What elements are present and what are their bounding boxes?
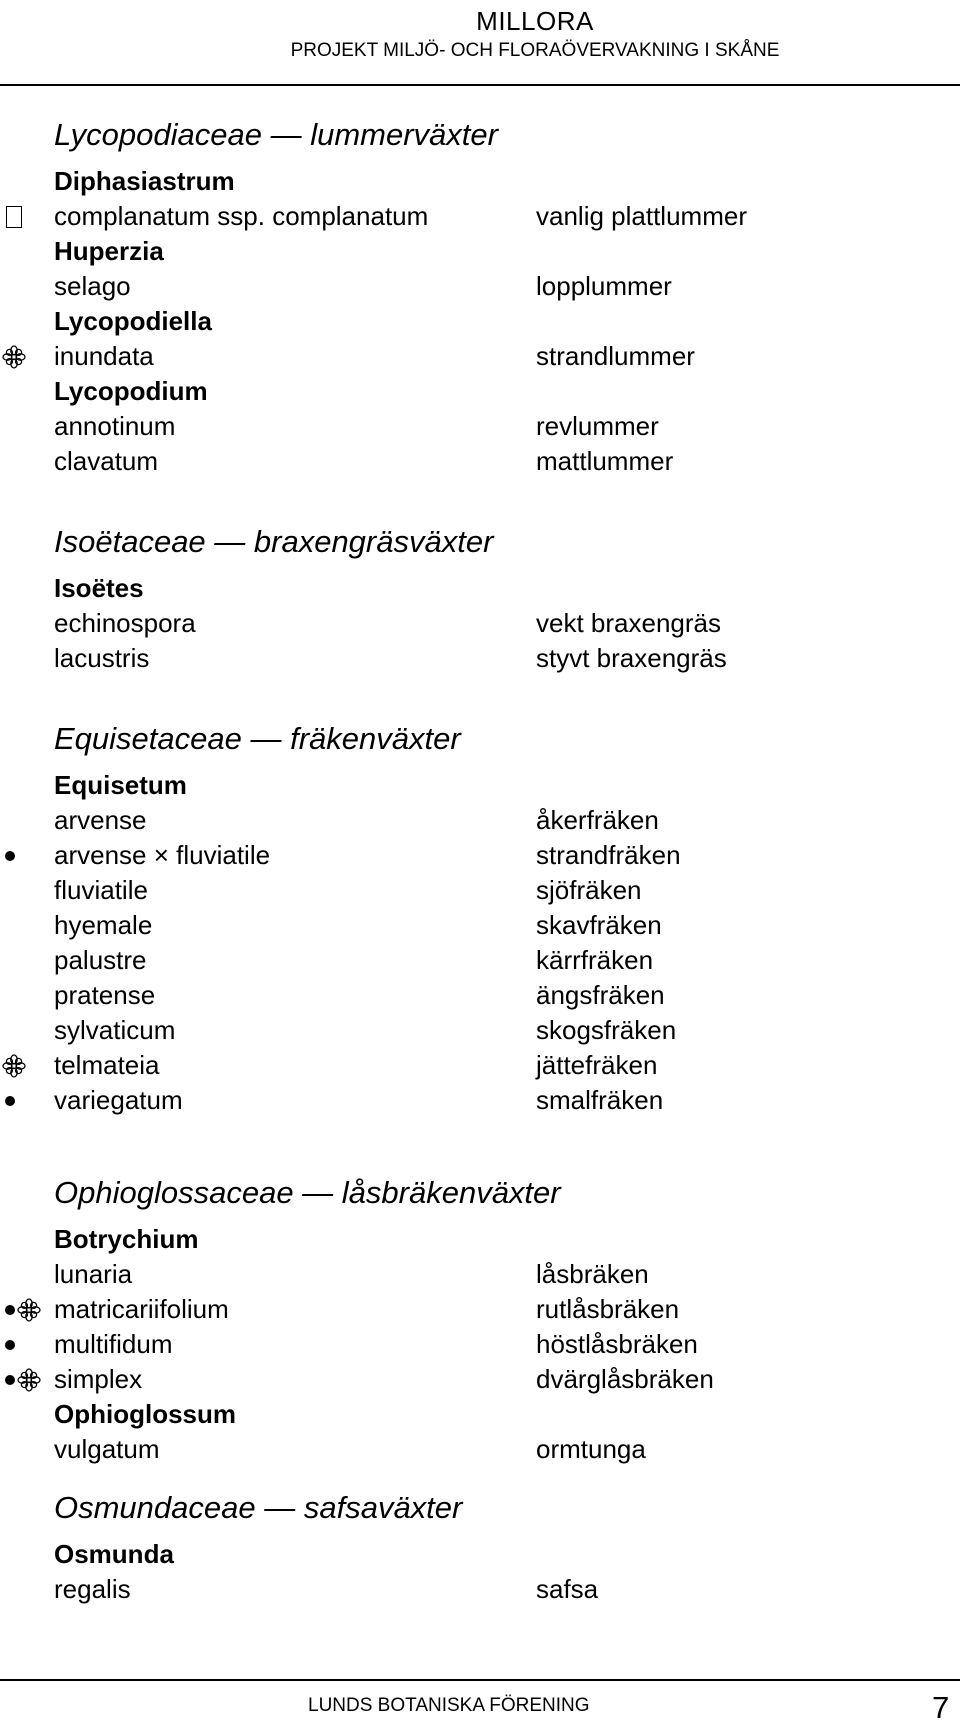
flower-icon [17, 1298, 41, 1322]
genus-heading: Osmunda [54, 1539, 174, 1569]
swedish-name: sjöfräken [536, 875, 642, 905]
swedish-name: vekt braxengräs [536, 608, 721, 638]
scientific-name: complanatum ssp. complanatum [54, 201, 429, 231]
swedish-name: smalfräken [536, 1085, 664, 1115]
species-row [0, 1083, 960, 1118]
scientific-name: matricariifolium [54, 1294, 229, 1324]
scientific-name: lunaria [54, 1259, 133, 1289]
swedish-name: strandlummer [536, 341, 695, 371]
scientific-name: pratense [54, 980, 156, 1010]
species-row [0, 908, 960, 943]
scientific-name: inundata [54, 341, 154, 371]
scientific-name: palustre [54, 945, 147, 975]
swedish-name: skogsfräken [536, 1015, 677, 1045]
species-row [0, 873, 960, 908]
swedish-name: strandfräken [536, 840, 681, 870]
swedish-name: skavfräken [536, 910, 662, 940]
swedish-name: åkerfräken [536, 805, 659, 835]
species-row [0, 1013, 960, 1048]
header-subtitle: PROJEKT MILJÖ- OCH FLORAÖVERVAKNING I SKÅNE [290, 40, 780, 61]
box-icon [6, 206, 22, 228]
header-title: MILLORA [476, 6, 594, 36]
scientific-name: variegatum [54, 1085, 183, 1115]
genus-heading: Diphasiastrum [54, 166, 235, 196]
genus-heading: Botrychium [54, 1224, 199, 1254]
genus-heading: Isoëtes [54, 573, 144, 603]
swedish-name: höstlåsbräken [536, 1329, 698, 1359]
dot-icon [5, 851, 15, 861]
footer-society: LUNDS BOTANISKA FÖRENING [308, 1695, 590, 1716]
species-row [0, 1572, 960, 1607]
swedish-name: rutlåsbräken [536, 1294, 680, 1324]
species-row [0, 978, 960, 1013]
swedish-name: kärrfräken [536, 945, 654, 975]
genus-heading: Equisetum [54, 770, 187, 800]
swedish-name: styvt braxengräs [536, 643, 727, 673]
family-heading: Ophioglossaceae — låsbräkenväxter [54, 1175, 561, 1210]
scientific-name: annotinum [54, 411, 176, 441]
species-row [0, 641, 960, 676]
scientific-name: lacustris [54, 643, 150, 673]
species-row [0, 1257, 960, 1292]
page-header [0, 0, 960, 90]
family-heading: Osmundaceae — safsaväxter [54, 1490, 463, 1525]
flower-icon [2, 1054, 26, 1078]
swedish-name: mattlummer [536, 446, 674, 476]
family-heading: Equisetaceae — fräkenväxter [54, 721, 461, 756]
species-row [0, 838, 960, 873]
scientific-name: hyemale [54, 910, 153, 940]
dot-icon [5, 1340, 15, 1350]
scientific-name: clavatum [54, 446, 159, 476]
family-heading: Lycopodiaceae — lummerväxter [54, 117, 498, 152]
genus-heading: Huperzia [54, 236, 164, 266]
species-row [0, 409, 960, 444]
species-row [0, 1432, 960, 1467]
swedish-name: jättefräken [536, 1050, 658, 1080]
scientific-name: fluviatile [54, 875, 148, 905]
scientific-name: selago [54, 271, 131, 301]
scientific-name: sylvaticum [54, 1015, 176, 1045]
page-number: 7 [932, 1690, 950, 1725]
species-list [0, 106, 960, 1607]
species-row [0, 269, 960, 304]
species-row [0, 1048, 960, 1083]
scientific-name: simplex [54, 1364, 143, 1394]
dot-icon [5, 1096, 15, 1106]
genus-heading: Lycopodiella [54, 306, 212, 336]
scientific-name: arvense × fluviatile [54, 840, 271, 870]
header-divider [0, 84, 960, 86]
swedish-name: låsbräken [536, 1259, 649, 1289]
species-row [0, 1292, 960, 1327]
dot-icon [5, 1305, 15, 1315]
scientific-name: regalis [54, 1574, 131, 1604]
flower-icon [2, 345, 26, 369]
dot-icon [5, 1375, 15, 1385]
species-row [0, 943, 960, 978]
swedish-name: dvärglåsbräken [536, 1364, 714, 1394]
species-row [0, 803, 960, 838]
species-row [0, 199, 960, 234]
species-row [0, 339, 960, 374]
scientific-name: multifidum [54, 1329, 173, 1359]
genus-heading: Ophioglossum [54, 1399, 236, 1429]
swedish-name: lopplummer [536, 271, 672, 301]
species-row [0, 444, 960, 479]
scientific-name: echinospora [54, 608, 196, 638]
swedish-name: vanlig plattlummer [536, 201, 747, 231]
species-row [0, 1327, 960, 1362]
flower-icon [17, 1368, 41, 1392]
footer-divider [0, 1679, 960, 1681]
swedish-name: safsa [536, 1574, 599, 1604]
swedish-name: ormtunga [536, 1434, 646, 1464]
family-heading: Isoëtaceae — braxengräsväxter [54, 524, 494, 559]
swedish-name: ängsfräken [536, 980, 665, 1010]
species-row [0, 606, 960, 641]
swedish-name: revlummer [536, 411, 659, 441]
scientific-name: vulgatum [54, 1434, 160, 1464]
genus-heading: Lycopodium [54, 376, 208, 406]
species-row [0, 1362, 960, 1397]
scientific-name: telmateia [54, 1050, 160, 1080]
scientific-name: arvense [54, 805, 147, 835]
